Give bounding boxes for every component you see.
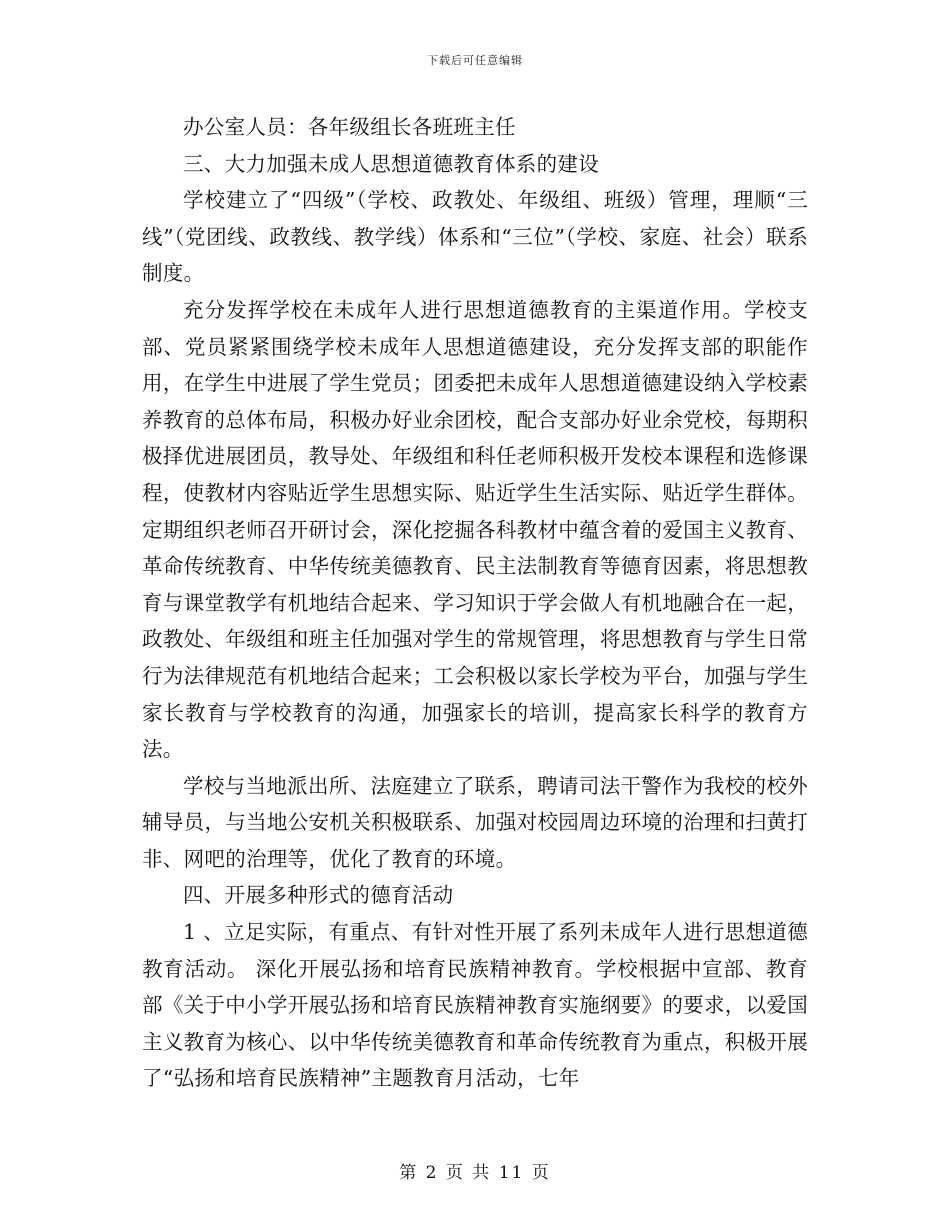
paragraph-external-links: 学校与当地派出所、法庭建立了联系，聘请司法干警作为我校的校外辅导员，与当地公安机关积极联系、加强对校园周边环境的治理和扫黄打非、网吧的治理等，优化了教育的环境。 [142, 773, 808, 871]
page-number: 第 2 页 共 11 页 [399, 1163, 551, 1183]
section-heading-3: 三、大力加强未成人思想道德教育体系的建设 [183, 151, 599, 176]
paragraph-activities-1: 1 、立足实际，有重点、有针对性开展了系列未成年人进行思想道德教育活动。 深化开展弘扬和培育民族精神教育。学校根据中宣部、教育部《关于中小学开展弘扬和培育民族精神教育实施纲要》的要求，以爱国主义教育为核心、以中华传统美德教育和革命传统教育为重点，积极开展了“弘扬和培育民族精神”主题教育月活动，七年 [142, 920, 808, 1091]
paragraph-office-staff: 办公室人员：各年级组长各班班主任 [183, 115, 516, 139]
paragraph-main-channel: 充分发挥学校在未成年人进行思想道德教育的主渠道作用。学校支部、党员紧紧围绕学校未成年人思想道德建设，充分发挥支部的职能作用，在学生中进展了学生党员；团委把未成年人思想道德建设纳入学校素养教育的总体布局，积极办好业余团校，配合支部办好业余党校，每期积极择优进展团员，教导处、年级组和科任老师积极开发校本课程和选修课程，使教材内容贴近学生思想实际、贴近学生生活实际、贴近学生群体。定期组织老师召开研讨会，深化挖掘各科教材中蕴含着的爱国主义教育、革命传统教育、中华传统美德教育、民主法制教育等德育因素，将思想教育与课堂教学有机地结合起来、学习知识于学会做人有机地融合在一起，政教处、年级组和班主任加强对学生的常规管理，将思想教育与学生日常行为法律规范有机地结合起来；工会积极以家长学校为平台，加强与学生家长教育与学校教育的沟通，加强家长的培训，提高家长科学的教育方法。 [142, 297, 808, 762]
section-heading-4: 四、开展多种形式的德育活动 [183, 883, 454, 908]
paragraph-management-system: 学校建立了“四级”（学校、政教处、年级组、班级）管理，理顺“三线”（党团线、政教线、教学线）体系和“三位”（学校、家庭、社会）联系制度。 [142, 188, 808, 286]
page-header-note: 下载后可任意编辑 [427, 54, 523, 67]
document-body [142, 109, 808, 1097]
